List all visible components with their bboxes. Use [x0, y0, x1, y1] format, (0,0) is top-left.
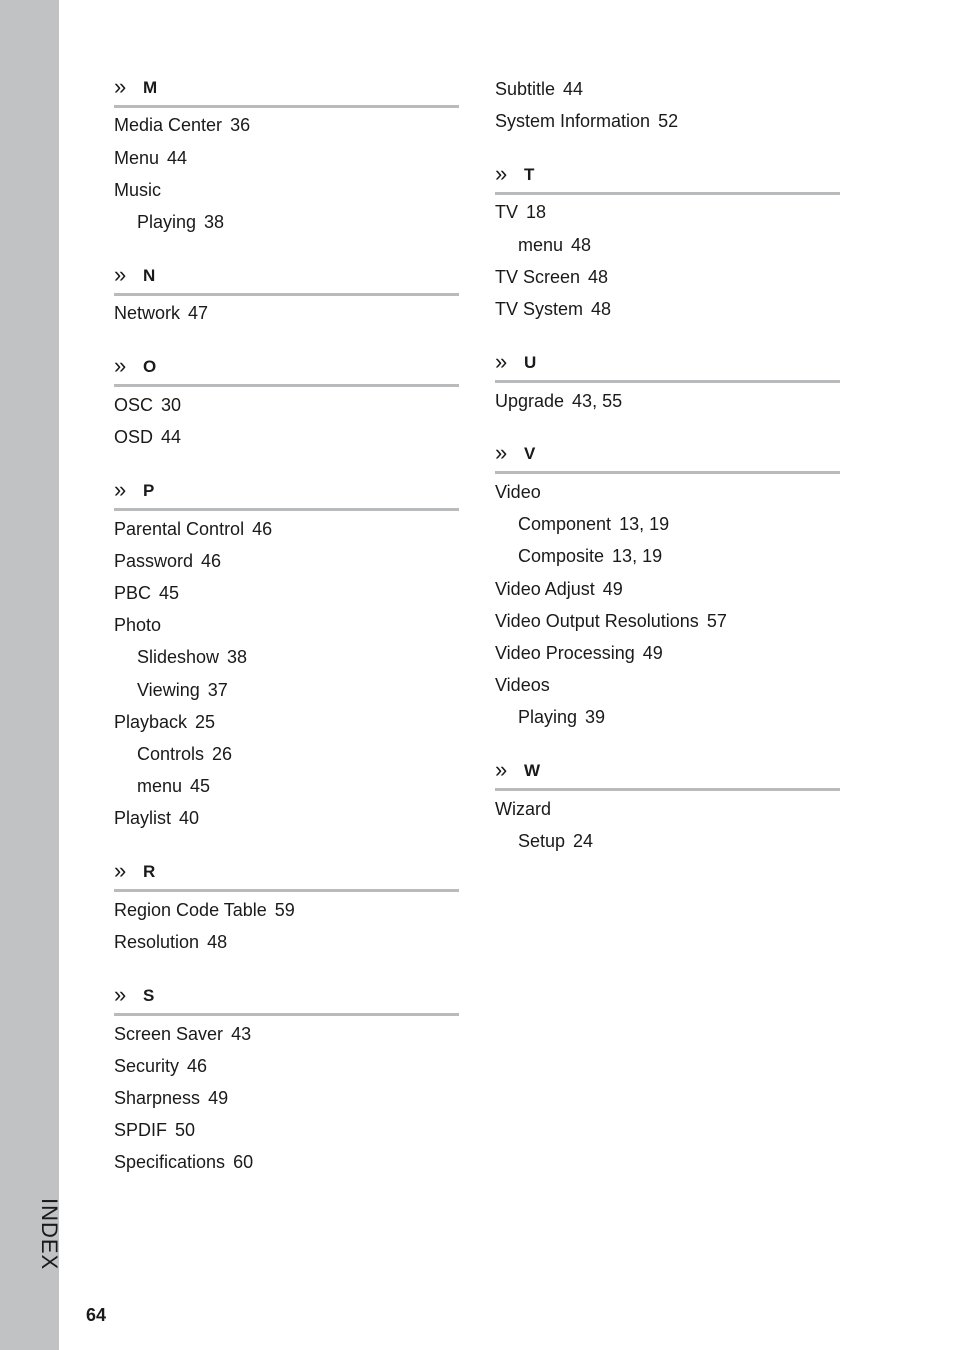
section-letter: N: [143, 266, 156, 285]
entry-term: Specifications: [114, 1152, 226, 1172]
index-entry: [495, 201, 546, 223]
entry-pages: 25: [195, 712, 216, 732]
double-chevron-icon: »: [114, 477, 127, 502]
entry-term: Playlist: [114, 808, 172, 828]
index-entry: [114, 1023, 251, 1045]
section-letter: V: [524, 444, 536, 463]
entry-term: Menu: [114, 148, 160, 168]
index-entry: [114, 518, 272, 540]
index-entry: [495, 110, 678, 132]
double-chevron-icon: »: [114, 262, 127, 287]
index-entry: [114, 1119, 195, 1141]
entry-pages: 40: [179, 808, 200, 828]
section-letter: U: [524, 353, 537, 372]
entry-pages: 24: [573, 831, 594, 851]
section-letter: R: [143, 862, 156, 881]
entry-term: Wizard: [495, 799, 552, 819]
entry-term: TV System: [495, 299, 584, 319]
entry-pages: 45: [190, 776, 211, 796]
entry-pages: 43: [231, 1024, 252, 1044]
index-entry: [114, 614, 161, 636]
entry-term: menu: [137, 776, 183, 796]
entry-pages: 30: [161, 395, 182, 415]
section-letter: W: [524, 761, 541, 780]
index-subentry: [518, 545, 662, 567]
double-chevron-icon: »: [114, 74, 127, 99]
index-entry: [495, 674, 550, 696]
entry-term: TV: [495, 202, 519, 222]
entry-pages: 57: [706, 611, 727, 631]
section-heading-o: [114, 353, 459, 387]
index-subentry: [137, 211, 224, 233]
entry-term: Parental Control: [114, 519, 245, 539]
entry-term: Resolution: [114, 932, 200, 952]
entry-term: Password: [114, 551, 194, 571]
section-heading-n: [114, 262, 459, 296]
section-heading-p: [114, 477, 459, 511]
entry-term: Sharpness: [114, 1088, 201, 1108]
index-entry: [114, 931, 227, 953]
section-letter: P: [143, 481, 155, 500]
index-entry: [114, 394, 181, 416]
entry-pages: 13, 19: [612, 546, 663, 566]
entry-pages: 47: [188, 303, 209, 323]
index-entry: [114, 899, 295, 921]
entry-pages: 50: [175, 1120, 196, 1140]
entry-term: Video Processing: [495, 643, 635, 663]
section-letter: O: [143, 357, 157, 376]
index-subentry: [137, 679, 228, 701]
index-subentry: [137, 743, 232, 765]
entry-term: Controls: [137, 744, 205, 764]
entry-pages: 43, 55: [572, 391, 623, 411]
index-subentry: [137, 646, 247, 668]
entry-term: Upgrade: [495, 391, 565, 411]
double-chevron-icon: »: [495, 349, 508, 374]
entry-term: System Information: [495, 111, 651, 131]
double-chevron-icon: »: [495, 440, 508, 465]
entry-term: Setup: [518, 831, 566, 851]
entry-term: Photo: [114, 615, 162, 635]
entry-pages: 60: [233, 1152, 254, 1172]
index-entry: [114, 1151, 253, 1173]
entry-pages: 39: [585, 707, 606, 727]
entry-pages: 45: [159, 583, 180, 603]
entry-pages: 26: [212, 744, 233, 764]
double-chevron-icon: »: [114, 353, 127, 378]
index-entry: [495, 610, 727, 632]
double-chevron-icon: »: [495, 161, 508, 186]
entry-pages: 48: [207, 932, 228, 952]
index-subentry: [518, 706, 605, 728]
entry-term: Subtitle: [495, 79, 556, 99]
section-letter: T: [524, 165, 535, 184]
entry-pages: 36: [230, 115, 251, 135]
entry-term: Playback: [114, 712, 188, 732]
index-entry: [495, 481, 541, 503]
entry-pages: 46: [201, 551, 222, 571]
index-entry: [114, 147, 187, 169]
section-letter: M: [143, 78, 158, 97]
index-entry: [495, 266, 608, 288]
index-entry: [114, 1055, 207, 1077]
section-heading-r: [114, 858, 459, 892]
section-heading-m: [114, 74, 459, 108]
entry-term: Region Code Table: [114, 900, 267, 920]
entry-pages: 44: [563, 79, 584, 99]
section-letter: S: [143, 986, 155, 1005]
page-number: 64: [86, 1305, 107, 1325]
double-chevron-icon: »: [114, 982, 127, 1007]
entry-term: Video Output Resolutions: [495, 611, 699, 631]
index-subentry: [137, 775, 210, 797]
section-heading-w: [495, 757, 840, 791]
entry-term: Composite: [518, 546, 605, 566]
double-chevron-icon: »: [114, 858, 127, 883]
entry-term: Viewing: [137, 680, 200, 700]
entry-pages: 49: [602, 579, 623, 599]
entry-term: Screen Saver: [114, 1024, 224, 1044]
index-entry: [114, 550, 221, 572]
entry-term: Media Center: [114, 115, 223, 135]
entry-term: Network: [114, 303, 181, 323]
entry-pages: 48: [591, 299, 612, 319]
entry-pages: 59: [274, 900, 295, 920]
entry-pages: 49: [208, 1088, 229, 1108]
entry-pages: 13, 19: [619, 514, 670, 534]
index-side-tab: [0, 0, 59, 1350]
section-heading-t: [495, 161, 840, 195]
entry-term: Slideshow: [137, 647, 220, 667]
index-entry: [114, 711, 215, 733]
entry-term: Security: [114, 1056, 180, 1076]
side-tab-label: INDEX: [37, 1198, 62, 1271]
entry-term: Music: [114, 180, 162, 200]
index-entry: [114, 1087, 228, 1109]
entry-term: Component: [518, 514, 612, 534]
index-subentry: [518, 234, 591, 256]
index-entry: [495, 578, 623, 600]
entry-pages: 44: [161, 427, 182, 447]
entry-term: OSD: [114, 427, 154, 447]
entry-pages: 44: [167, 148, 188, 168]
index-subentry: [518, 513, 669, 535]
entry-pages: 48: [571, 235, 592, 255]
entry-pages: 38: [204, 212, 225, 232]
index-entry: [495, 78, 583, 100]
entry-pages: 52: [658, 111, 679, 131]
entry-pages: 18: [526, 202, 547, 222]
index-entry: [114, 114, 250, 136]
entry-term: Playing: [137, 212, 197, 232]
entry-pages: 48: [588, 267, 609, 287]
entry-pages: 46: [252, 519, 273, 539]
entry-term: Video: [495, 482, 541, 502]
index-entry: [495, 798, 551, 820]
index-entry: [114, 582, 179, 604]
index-entry: [114, 807, 199, 829]
index-entry: [495, 390, 622, 412]
entry-term: SPDIF: [114, 1120, 168, 1140]
entry-term: Video Adjust: [495, 579, 595, 599]
double-chevron-icon: »: [495, 757, 508, 782]
entry-term: PBC: [114, 583, 152, 603]
section-heading-u: [495, 349, 840, 383]
index-subentry: [518, 830, 593, 852]
entry-pages: 46: [187, 1056, 208, 1076]
index-entry: [114, 302, 208, 324]
index-entry: [495, 298, 611, 320]
section-heading-v: [495, 440, 840, 474]
entry-term: Videos: [495, 675, 550, 695]
entry-pages: 37: [207, 680, 228, 700]
entry-pages: 49: [642, 643, 663, 663]
index-entry: [114, 426, 181, 448]
entry-term: Playing: [518, 707, 578, 727]
entry-pages: 38: [227, 647, 248, 667]
entry-term: menu: [518, 235, 564, 255]
index-entry: [114, 179, 161, 201]
index-entry: [495, 642, 663, 664]
entry-term: OSC: [114, 395, 154, 415]
entry-term: TV Screen: [495, 267, 581, 287]
section-heading-s: [114, 982, 459, 1016]
